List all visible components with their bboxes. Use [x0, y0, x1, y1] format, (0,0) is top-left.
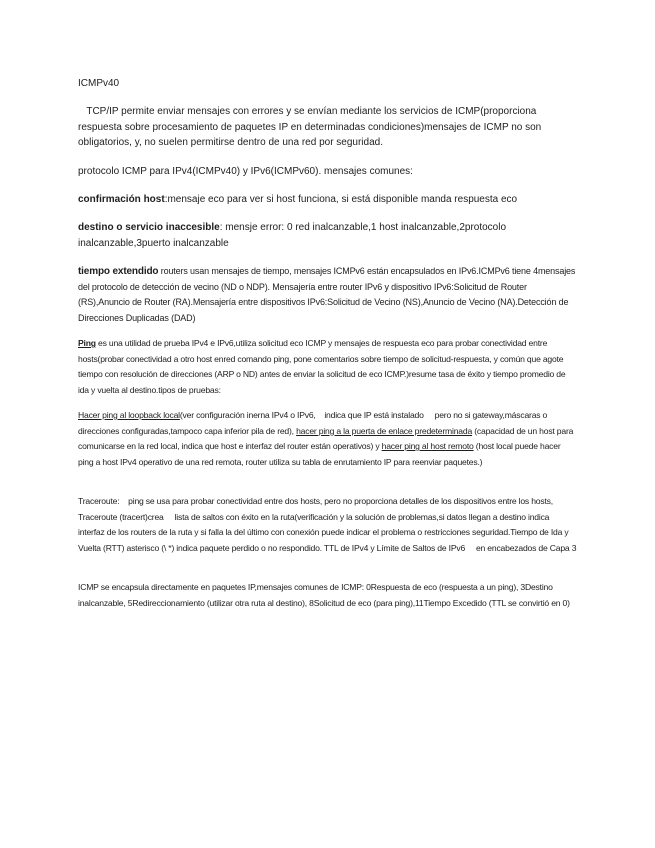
unreachable-label: destino o servicio inaccesible: [78, 222, 220, 233]
ping-loopback-text: (ver configuración inerna IPv4 o IPv6, indica que IP está instalado pero no si gateway,máscaras o direcciones configuradas,tampoco capa inferior pila de red),: [78, 410, 550, 436]
ping-text: es una utilidad de prueba IPv4 e IPv6,utiliza solicitud eco ICMP y mensajes de respuesta eco para probar conectividad entre hosts(probar conectividad a otro host enred comando ping, pone comentarios sobre tiempo de solicitud-respuesta, y común que agote tiempo con resolución de direcciones (ARP o ND) antes de enviar la solicitud de eco ICMP.)resume tasa de éxito y tiempo promedio de ida y vuelta al destino.tipos de pruebas:: [78, 338, 566, 395]
traceroute-paragraph: Traceroute: ping se usa para probar conectividad entre dos hosts, pero no proporciona detalles de los dispositivos entre los hosts, Traceroute (tracert)crea lista de saltos con éxito en la ruta(verificación y la solución de problemas,si datos llegan a destino indica interfaz de los routers de la ruta y si falla la del último con conexión puede indicar el problema o restricciones seguridad.Tiempo de Ida y Vuelta (RTT) asterisco (\ *) indica paquete perdido o no respondido. TTL de IPv4 y Límite de Saltos de IPv6 en encabezados de Capa 3: [78, 496, 577, 553]
encapsulation-paragraph: ICMP se encapsula directamente en paquetes IP,mensajes comunes de ICMP: 0Respuesta de eco (respuesta a un ping), 3Destino inalcanzable, 5Redireccionamiento (utilizar otra ruta al destino), 8Solicitud de eco (para ping),11Tiempo Excedido (TTL se convirtió en 0): [78, 582, 570, 608]
time-exceeded-paragraph: [78, 264, 578, 326]
intro-paragraph: TCP/IP permite enviar mensajes con errores y se envían mediante los servicios de ICMP(proporciona respuesta sobre procesamiento de paquetes IP en determinadas condiciones)mensajes de ICMP no son obligatorios, y, no suelen permitirse dentro de una red por seguridad.: [78, 106, 545, 148]
time-exceeded-label: tiempo extendido: [78, 266, 159, 277]
ping-gateway-text: (capacidad de un host para comunicarse en la red local, indica que host e interfaz del router están operativos) y: [78, 425, 576, 451]
ping-paragraph: [78, 336, 578, 398]
unreachable-text: : mensje error: 0 red inalcanzable,1 host inalcanzable,2protocolo inalcanzable,3puerto inalcanzable: [78, 222, 507, 249]
host-confirm-paragraph: [78, 192, 578, 208]
protocol-line: protocolo ICMP para IPv4(ICMPv40) y IPv6(ICMPv60). mensajes comunes:: [78, 166, 413, 177]
unreachable-paragraph: [78, 220, 578, 251]
ping-tests-paragraph: [78, 408, 578, 470]
time-exceeded-text: routers usan mensajes de tiempo, mensajes ICMPv6 están encapsulados en IPv6.ICMPv6 tiene 4mensajes del protocolo de detección de vecino (ND o NDP). Mensajería entre router IPv6 y dispositivo IPv6:Solicitud de Router (RS),Anuncio de Router (RA).Mensajería entre dispositivos IPv6:Solicitud de Vecino (NS),Anuncio de Vecino (NA).Detección de Direcciones Duplicadas (DAD): [78, 266, 576, 323]
document-title: ICMPv40: [78, 78, 120, 89]
host-confirm-text: :mensaje eco para ver si host funciona, si está disponible manda respuesta eco: [164, 194, 518, 205]
ping-gateway-link: hacer ping a la puerta de enlace predeterminada: [296, 425, 473, 436]
ping-loopback-link: Hacer ping al loopback local: [78, 410, 180, 420]
ping-remote-link: hacer ping al host remoto: [381, 441, 474, 451]
host-confirm-label: confirmación host: [78, 194, 165, 205]
ping-label: Ping: [78, 338, 96, 348]
ping-remote-text: (host local puede hacer ping a host IPv4 operativo de una red remota, router utiliza su tabla de enrutamiento IP para reenviar paquetes.): [78, 441, 563, 467]
